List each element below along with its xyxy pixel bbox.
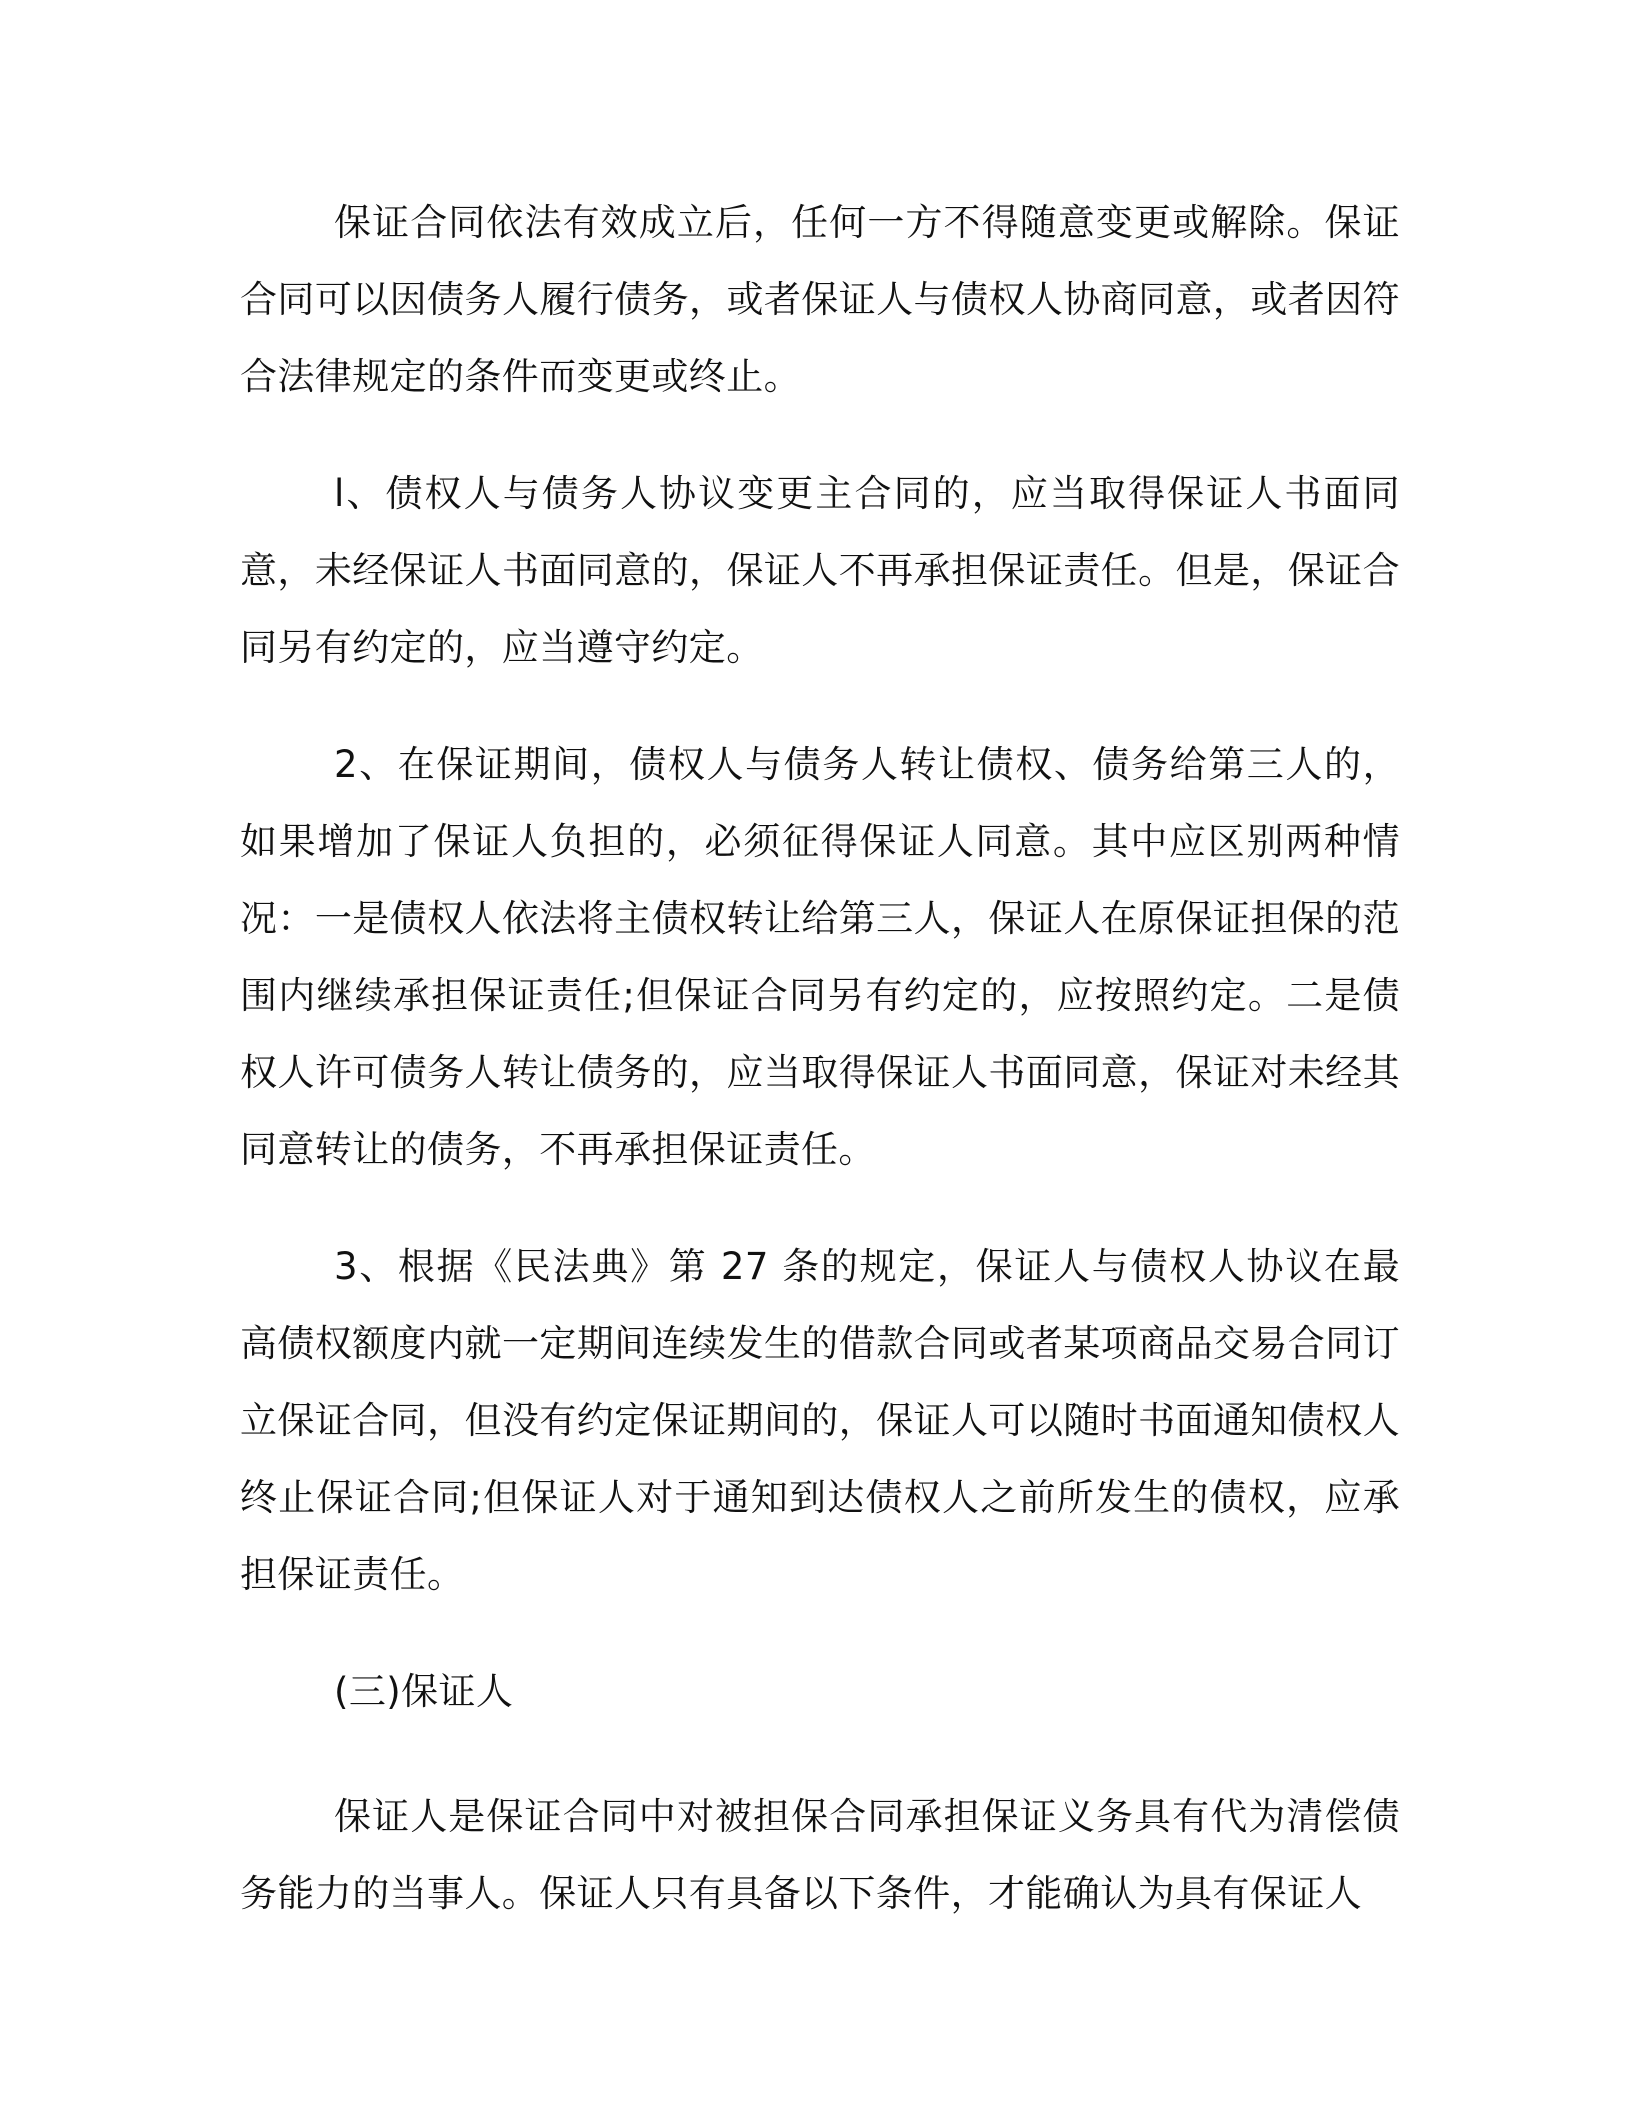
paragraph-guarantor-definition: 保证人是保证合同中对被担保合同承担保证义务具有代为清偿债务能力的当事人。保证人只有具备以下条件，才能确认为具有保证人 [240, 1795, 1400, 1915]
document-body [240, 184, 1400, 1972]
section-heading-guarantor: (三)保证人 [334, 1670, 514, 1713]
paragraph-item-2-transfer-debt: 2、在保证期间，债权人与债务人转让债权、债务给第三人的，如果增加了保证人负担的，必须征得保证人同意。其中应区别两种情况：一是债权人依法将主债权转让给第三人，保证人在原保证担保的范围内继续承担保证责任;但保证合同另有约定的，应按照约定。二是债权人许可债务人转让债务的，应当取得保证人书面同意，保证对未经其同意转让的债务，不再承担保证责任。 [240, 743, 1400, 1171]
paragraph-item-1-modify-main-contract: l、债权人与债务人协议变更主合同的，应当取得保证人书面同意，未经保证人书面同意的，保证人不再承担保证责任。但是，保证合同另有约定的，应当遵守约定。 [240, 472, 1400, 669]
paragraph-item-3-civil-code-article: 3、根据《民法典》第 27 条的规定，保证人与债权人协议在最高债权额度内就一定期间连续发生的借款合同或者某项商品交易合同订立保证合同，但没有约定保证期间的，保证人可以随时书面通知债权人终止保证合同;但保证人对于通知到达债权人之前所发生的债权，应承担保证责任。 [240, 1245, 1400, 1596]
paragraph-guarantee-contract-validity: 保证合同依法有效成立后，任何一方不得随意变更或解除。保证合同可以因债务人履行债务，或者保证人与债权人协商同意，或者因符合法律规定的条件而变更或终止。 [240, 201, 1400, 398]
